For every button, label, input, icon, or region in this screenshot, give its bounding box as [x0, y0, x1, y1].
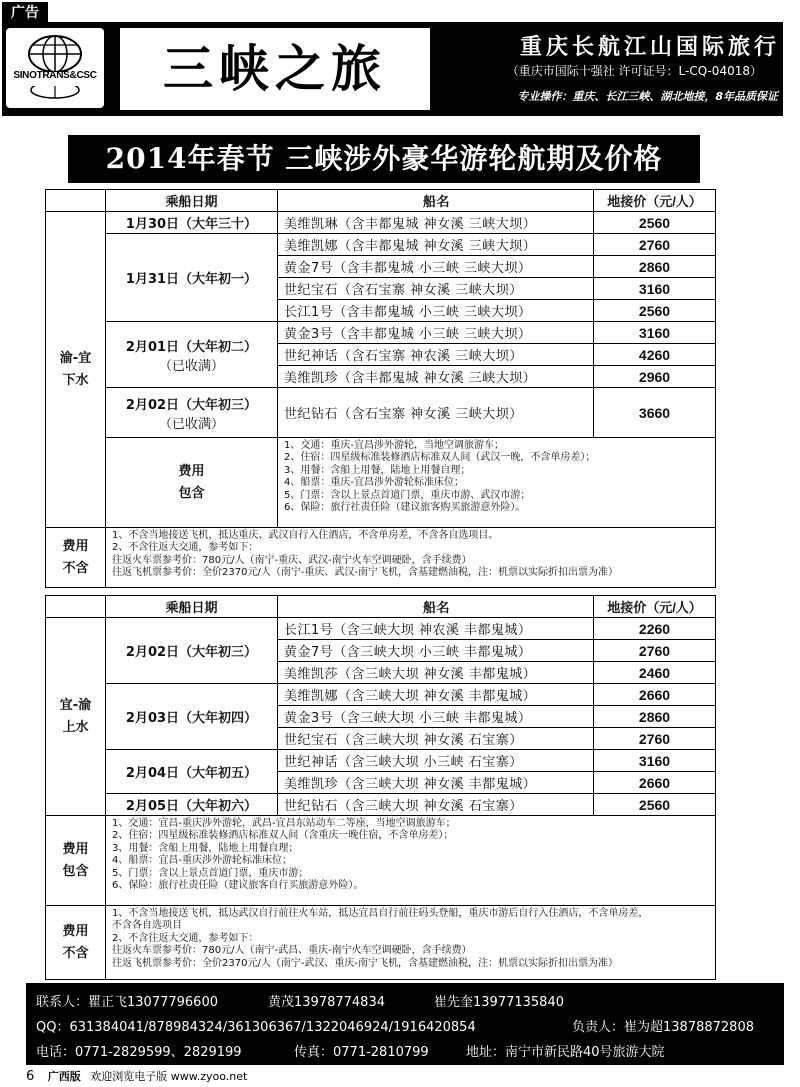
date-cell: 1月30日（大年三十） — [106, 212, 278, 234]
up-excluded-label: 费用 不含 — [46, 906, 106, 980]
main-title: 三峡之旅 — [120, 28, 430, 110]
date-note: （已收满） — [158, 416, 224, 432]
upstream-label: 宜-渝 上水 — [46, 618, 106, 816]
excluded-row — [46, 906, 716, 980]
up-included-label: 费用 包含 — [46, 816, 106, 906]
table-header-row — [46, 190, 716, 212]
price-cell: 2760 — [594, 640, 716, 662]
ship-cell: 长江1号（含三峡大坝 神农溪 丰都鬼城） — [278, 618, 594, 640]
price-cell: 2860 — [594, 256, 716, 278]
date-cell: 2月02日（大年初三） （已收满） — [106, 388, 278, 438]
price-cell: 4260 — [594, 344, 716, 366]
ship-cell: 世纪神话（含三峡大坝 小三峡 石宝寨） — [278, 750, 594, 772]
date-cell: 2月04日（大年初五） — [106, 750, 278, 794]
qq-numbers: QQ：631384041/878984324/361306367/1322046924/1916420854 — [36, 1020, 476, 1035]
price-cell: 2560 — [594, 794, 716, 816]
ship-cell: 黄金3号（含三峡大坝 小三峡 丰都鬼城） — [278, 706, 594, 728]
price-cell: 2260 — [594, 618, 716, 640]
ship-cell: 美维凯莎（含三峡大坝 神女溪 丰都鬼城） — [278, 662, 594, 684]
ship-cell: 黄金7号（含丰都鬼城 小三峡 三峡大坝） — [278, 256, 594, 278]
table-row — [46, 322, 716, 344]
ship-cell: 美维凯娜（含丰都鬼城 神女溪 三峡大坝） — [278, 234, 594, 256]
up-excluded-notes: 1、不含当地接送飞机，抵达武汉自行前往火车站，抵达宜昌自行前往码头登船，重庆市游后自行入住酒店，不含单房差， 不含各自选项目 2、不含往返大交通，参考如下： 往返火车票参考价：780元/人（南宁-武昌、重庆-南宁火车空调硬卧，含手续费） 往返飞机票参考价：全价2370元/人（南宁-武汉、重庆-南宁飞机，含基建燃油税，注：机票以实际折扣出票为准） — [106, 906, 716, 980]
contact-footer — [26, 983, 784, 1065]
table-row — [46, 794, 716, 816]
manager-contact: 负责人：崔为超13878872808 — [572, 1020, 754, 1035]
price-cell: 2960 — [594, 366, 716, 388]
ad-tag: 广告 — [2, 2, 48, 24]
price-cell: 2460 — [594, 662, 716, 684]
globe-base-icon — [24, 86, 86, 106]
col-price-header: 地接价（元/人） — [594, 596, 716, 618]
ship-cell: 美维凯娜（含三峡大坝 神女溪 丰都鬼城） — [278, 684, 594, 706]
table-header-row — [46, 596, 716, 618]
price-cell: 3160 — [594, 278, 716, 300]
ship-cell: 美维凯琳（含丰都鬼城 神女溪 三峡大坝） — [278, 212, 594, 234]
date-cell: 2月03日（大年初四） — [106, 684, 278, 750]
ship-cell: 美维凯珍（含三峡大坝 神女溪 丰都鬼城） — [278, 772, 594, 794]
down-included-notes: 1、交通：重庆-宜昌涉外游轮，当地空调旅游车； 2、住宿：四星级标准装修酒店标准双人间（武汉一晚，不含单房差）； 3、用餐：含船上用餐，陆地上用餐自理； 4、船票：重庆-宜昌涉外游轮标准床位； 5、门票：含以上景点首道门票，重庆市游、武汉市游； 6、保险：旅行社责任险（建议旅客购买旅游意外险）。 — [278, 438, 716, 528]
phone-number: 电话：0771-2829599、2829199 — [36, 1045, 242, 1060]
ship-cell: 美维凯珍（含丰都鬼城 神女溪 三峡大坝） — [278, 366, 594, 388]
col-price-header: 地接价（元/人） — [594, 190, 716, 212]
company-logo — [6, 28, 104, 108]
table-row — [46, 618, 716, 640]
col-ship-header: 船名 — [278, 190, 594, 212]
globe-icon — [20, 32, 90, 72]
date-cell: 2月01日（大年初二） （已收满） — [106, 322, 278, 388]
page-title: 2014年春节 三峡涉外豪华游轮航期及价格 — [68, 135, 700, 183]
date-cell: 2月02日（大年初三） — [106, 618, 278, 684]
price-cell: 3160 — [594, 750, 716, 772]
up-included-notes: 1、交通：宜昌-重庆涉外游轮，武昌-宜昌东站动车二等座，当地空调旅游车； 2、住宿：四星级标准装修酒店标准双人间（含重庆一晚住宿，不含单房差）； 3、用餐：含船上用餐，陆地上用餐自理； 4、船票：宜昌-重庆涉外游轮标准床位； 5、门票：含以上景点首道门票，重庆市游； 6、保险：旅行社责任险（建议旅客自行买旅游意外险）。 — [106, 816, 716, 906]
upstream-table — [45, 595, 716, 980]
page-number: 6 — [26, 1069, 35, 1084]
price-cell: 2560 — [594, 300, 716, 322]
contact-person-3: 崔先奎13977135840 — [434, 995, 564, 1010]
office-address: 地址：南宁市新民路40号旅游大院 — [466, 1045, 665, 1060]
company-address: （重庆市国际十强社 许可证号：L-CQ-04018） — [506, 64, 762, 78]
price-cell: 2660 — [594, 684, 716, 706]
col-ship-header: 船名 — [278, 596, 594, 618]
page-footer — [26, 1068, 247, 1084]
ship-cell: 长江1号（含丰都鬼城 小三峡 三峡大坝） — [278, 300, 594, 322]
table-row — [46, 684, 716, 706]
ship-cell: 黄金7号（含三峡大坝 小三峡 丰都鬼城） — [278, 640, 594, 662]
header-banner — [2, 22, 783, 116]
table-row — [46, 212, 716, 234]
ship-cell: 世纪宝石（含石宝寨 神女溪 三峡大坝） — [278, 278, 594, 300]
col-date-header: 乘船日期 — [106, 190, 278, 212]
price-cell: 2560 — [594, 212, 716, 234]
company-name: 重庆长航江山国际旅行 — [519, 35, 780, 60]
ship-cell: 世纪钻石（含石宝寨 神女溪 三峡大坝） — [278, 388, 594, 438]
included-row — [46, 816, 716, 906]
down-excluded-label: 费用 不含 — [46, 528, 106, 588]
price-cell: 3660 — [594, 388, 716, 438]
table-row — [46, 234, 716, 256]
ship-cell: 世纪钻石（含三峡大坝 神女溪 石宝寨） — [278, 794, 594, 816]
price-cell: 2860 — [594, 706, 716, 728]
edition-label: 广西版 — [47, 1070, 81, 1083]
price-cell: 3160 — [594, 322, 716, 344]
down-included-label: 费用 包含 — [106, 438, 278, 528]
date-note: （已收满） — [158, 358, 224, 374]
table-row — [46, 750, 716, 772]
contact-person: 联系人：瞿正飞13077796600 — [36, 995, 218, 1010]
ship-cell: 黄金3号（含丰都鬼城 小三峡 三峡大坝） — [278, 322, 594, 344]
logo-text: SINOTRANS&CSC — [13, 70, 97, 81]
company-slogan: 专业操作：重庆、长江三峡、湖北地接，8年品质保证 — [517, 90, 778, 103]
contact-person-2: 黄茂13978774834 — [268, 995, 385, 1010]
price-cell: 2760 — [594, 728, 716, 750]
downstream-label: 渝-宜 下水 — [46, 212, 106, 528]
fax-number: 传真：0771-2810799 — [294, 1045, 429, 1060]
website-text: 欢迎浏览电子版 www.zyoo.net — [90, 1070, 248, 1083]
date-cell: 2月05日（大年初六） — [106, 794, 278, 816]
date-cell: 1月31日（大年初一） — [106, 234, 278, 322]
table-row — [46, 388, 716, 438]
included-row — [46, 438, 716, 528]
price-cell: 2660 — [594, 772, 716, 794]
excluded-row — [46, 528, 716, 588]
ship-cell: 世纪神话（含石宝寨 神农溪 三峡大坝） — [278, 344, 594, 366]
down-excluded-notes: 1、不含当地接送飞机，抵达重庆、武汉自行入住酒店，不含单房差，不含各自选项目。 2、不含往返大交通，参考如下： 往返火车票参考价：780元/人（南宁-重庆、武汉-南宁火车空调硬卧，含手续费） 往返飞机票参考价：全价2370元/人（南宁-重庆、武汉-南宁飞机，含基建燃油税，注：机票以实际折扣出票为准） — [106, 528, 716, 588]
ship-cell: 世纪宝石（含三峡大坝 神女溪 石宝寨） — [278, 728, 594, 750]
price-cell: 2760 — [594, 234, 716, 256]
col-date-header: 乘船日期 — [106, 596, 278, 618]
downstream-table — [45, 189, 716, 588]
